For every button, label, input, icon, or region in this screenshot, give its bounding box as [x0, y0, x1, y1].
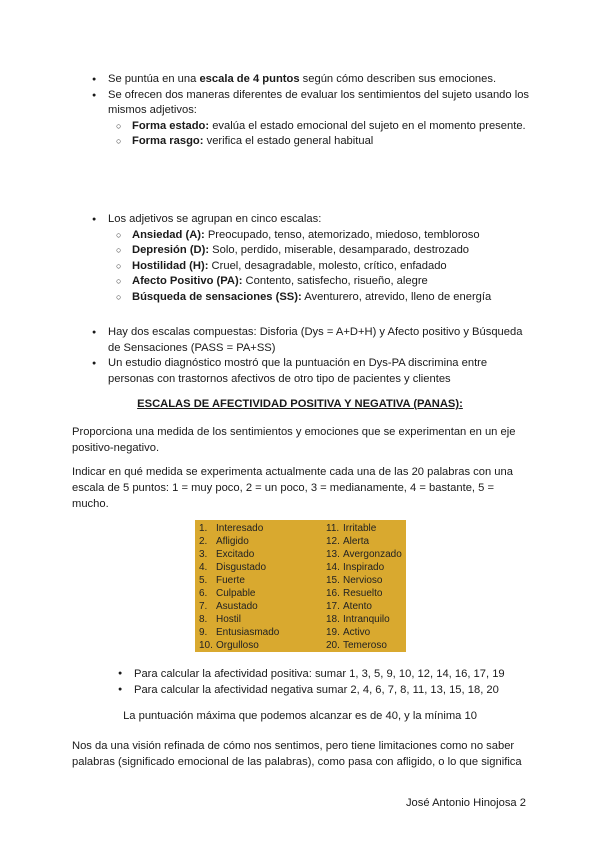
section-scale-description	[72, 72, 532, 150]
sub-list-item: ○ Depresión (D): Solo, perdido, miserable, desamparado, destrozado	[108, 243, 532, 259]
panas-item: 1. Interesado	[199, 523, 264, 534]
list-item: ● Para calcular la afectividad negativa sumar 2, 4, 6, 7, 8, 11, 13, 15, 18, 20	[100, 682, 560, 698]
sub-list-item: ○ Forma rasgo: verifica el estado general habitual	[108, 134, 532, 150]
paragraph: Proporciona una medida de los sentimientos y emociones que se experimentan en un eje positivo-negativo.	[72, 426, 516, 454]
panas-item: 12. Alerta	[326, 536, 370, 547]
panas-column-1	[199, 522, 279, 652]
panas-item: 14. Inspirado	[326, 562, 385, 573]
list-item: ● Hay dos escalas compuestas: Disforia (Dys = A+D+H) y Afecto positivo y Búsqueda de Sensaciones (PASS = PA+SS)	[72, 325, 532, 356]
sub-list-item: ○ Ansiedad (A): Preocupado, tenso, atemorizado, miedoso, tembloroso	[108, 228, 532, 244]
panas-item: 6. Culpable	[199, 588, 256, 599]
sub-list-item: ○ Forma estado: evalúa el estado emocional del sujeto en el momento presente.	[108, 119, 532, 135]
sub-list-item: ○ Afecto Positivo (PA): Contento, satisfecho, risueño, alegre	[108, 274, 532, 290]
panas-item: 7. Asustado	[199, 601, 258, 612]
panas-word-list	[195, 520, 406, 652]
paragraph: Indicar en qué medida se experimenta actualmente cada una de las 20 palabras con una escala de 5 puntos: 1 = muy poco, 2 = un poco, 3 = medianamente, 4 = bastante, 5 = mucho.	[72, 466, 513, 510]
list-item: ● Se puntúa en una escala de 4 puntos según cómo describen sus emociones.	[72, 72, 532, 88]
panas-item: 5. Fuerte	[199, 575, 245, 586]
panas-item: 13. Avergonzado	[326, 549, 402, 560]
section-composite-scales	[72, 325, 532, 387]
list-item: ● Los adjetivos se agrupan en cinco escalas:	[72, 212, 532, 228]
panas-item: 2. Afligido	[199, 536, 249, 547]
panas-item: 15. Nervioso	[326, 575, 383, 586]
panas-item: 8. Hostil	[199, 614, 242, 625]
panas-column-2	[326, 522, 402, 652]
paragraph: Nos da una visión refinada de cómo nos sentimos, pero tiene limitaciones como no saber palabras (significado emocional de las palabras), como pasa con afligido, o lo que significa	[72, 740, 522, 768]
section-heading: ESCALAS DE AFECTIVIDAD POSITIVA Y NEGATIVA (PANAS):	[137, 398, 463, 410]
section-five-scales	[72, 212, 532, 305]
panas-item: 11. Irritable	[326, 523, 377, 534]
panas-item: 10. Orgulloso	[199, 640, 259, 651]
panas-item: 20. Temeroso	[326, 640, 387, 651]
panas-item: 4. Disgustado	[199, 562, 267, 573]
panas-item: 16. Resuelto	[326, 588, 383, 599]
list-item: ● Un estudio diagnóstico mostró que la puntuación en Dys-PA discrimina entre personas con trastornos afectivos de otro tipo de pacientes y clientes	[72, 356, 532, 387]
sub-list-item: ○ Hostilidad (H): Cruel, desagradable, molesto, crítico, enfadado	[108, 259, 532, 275]
list-item: ● Se ofrecen dos maneras diferentes de evaluar los sentimientos del sujeto usando los mismos adjetivos:	[72, 88, 532, 119]
panas-item: 18. Intranquilo	[326, 614, 390, 625]
page-footer: José Antonio Hinojosa 2	[405, 797, 526, 809]
list-item: ● Para calcular la afectividad positiva: sumar 1, 3, 5, 9, 10, 12, 14, 16, 17, 19	[100, 666, 560, 682]
panas-item: 3. Excitado	[199, 549, 255, 560]
panas-item: 17. Atento	[326, 601, 372, 612]
section-calculation	[100, 666, 560, 698]
sub-list-item: ○ Búsqueda de sensaciones (SS): Aventurero, atrevido, lleno de energía	[108, 290, 532, 306]
panas-item: 9. Entusiasmado	[199, 627, 280, 638]
score-note: La puntuación máxima que podemos alcanzar es de 40, y la mínima 10	[123, 710, 477, 722]
panas-item: 19. Activo	[326, 627, 371, 638]
